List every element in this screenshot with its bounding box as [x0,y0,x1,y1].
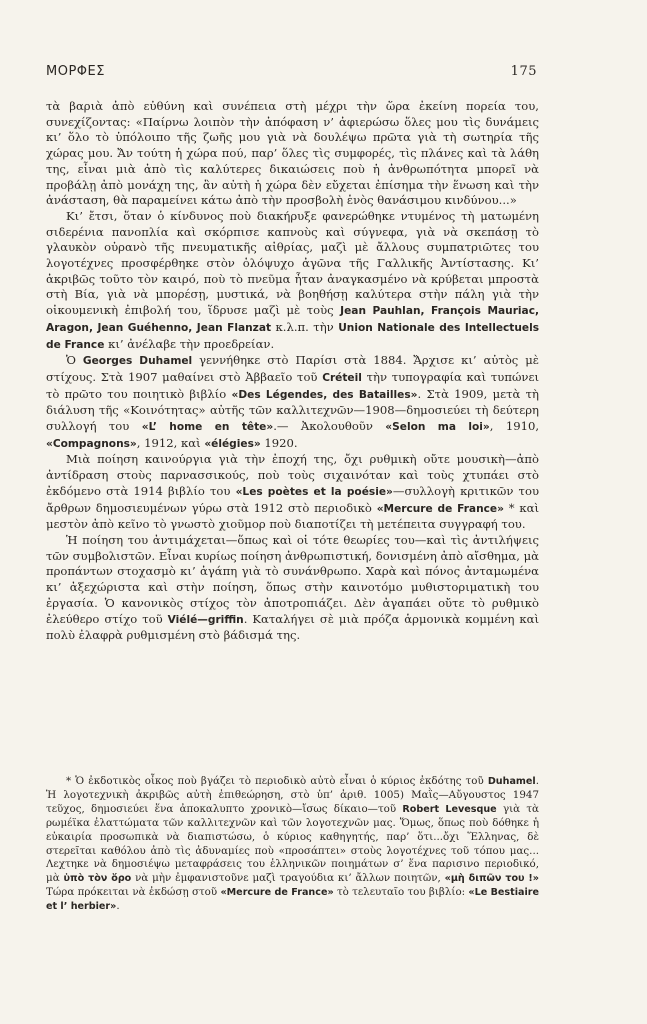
fn-text-g: τὸ τελευταῖο του βιβλίο: [333,886,469,899]
p4-title-mercure: «Mercure de France» [376,502,504,515]
fn-text-a: * Ὁ ἐκδοτικὸς οἶκος ποὺ βγάζει τὸ περιοδικὸ αὐτὸ εἶναι ὁ κύριος ἐκδότης τοῦ [66,775,488,787]
footnote [46,775,539,914]
p2-union-name: Union Nationale des Intellectuels de France [46,321,540,351]
p5-text-c: . Καταλήγει σὲ μιὰ πρόζα ἁρμονικὰ κομμένη καὶ πολὺ ἐλαφρὰ ρυθμισμένη στὸ βάδισμά της. [46,611,539,643]
p3-title-compagnons: «Compagnons» [46,437,137,450]
p2-names: Jean Pauhlan, François Mauriac, Aragon, Jean Guéhenno, Jean Flanzat [46,305,539,334]
p2-text-d: κι’ ἀνέλαβε τὴν προεδρείαν. [104,336,275,351]
fn-text-d: γιὰ τὰ ρωμέϊκα ἐλαττώματα τῶν καλλιτεχνῶν καὶ τῶν λογοτεχνῶν μας. Ὅμως, ὅπως ποὺ δόθηκε ἡ εὐκαιρία προσωπικὰ νὰ διαπιστώσω, ὁ κύριος καθηγητής, παρ’ ὅτι...ὄχι Ἕλληνας, δὲ στερεῖται καθόλου ἀπὸ τὶς ἀδυναμίες ποὺ «προσάπτει» στοὺς λογοτέχνες τοῦ τόπου μας... Λεχτηκε νὰ δημοσιέψω μεταφράσεις του ἑλληνικῶν ποιημάτων σ’ ἕνα παρισινο περιοδικό, μὰ [46,802,540,885]
fn-emph-condition: ὑπὸ τὸν ὅρο [63,873,132,885]
p4-text-a: Μιὰ ποίηση καινούργια γιὰ τὴν ἐποχή της, ὄχι ρυθμικὴ οὔτε μουσικὴ—ἀπὸ ἀντίδραση στοὺς παρνασσικούς, ποὺ τοὺς σιχαινόταν καὶ τοὺς χτυπάει στὸ ἐκδόμενο στὰ 1914 βιβλίο του [46,452,539,498]
fn-text-h: . [116,900,120,913]
fn-text-f: Τώρα πρόκειται νὰ ἐκδώσῃ στοῦ [46,886,221,899]
running-head [46,64,537,84]
p3-place-creteil: Créteil [322,371,362,384]
body-text [46,99,539,644]
footnote-paragraph [46,775,539,914]
p2-text-a: Κι’ ἔτσι, ὅταν ὁ κίνδυνος ποὺ διακήρυξε φανερώθηκε ντυμένος τὴ ματωμένη σιδερένια πανοπλία καὶ σκόρπισε καπνοὺς καὶ σύγνεφα, γιὰ νὰ σκεπάσῃ τὸ γλαυκὸν οὐρανὸ τῆς πνευματικῆς αἰθρίας, μαζὶ μὲ ἄλλους συμπατριῶτες του λογοτέχνες προσφέρθηκε στὸν ὁλόψυχο ἀγῶνα τῆς Γαλλικῆς Ἀντίστασης. Κι’ ἀκριβῶς τοῦτο τὸν καιρό, ποὺ τὸ πνεῦμα ἦταν ἀναγκασμένο νὰ κρύβεται μπροστὰ στὴ Βία, γιὰ νὰ μπορέσῃ, μυστικά, νὰ βοηθήσῃ καλύτερα στὴν πάλη γιὰ τὴν οἰκουμενικὴ ἐπιβολή του, ἵδρυσε μαζὶ μὲ τοὺς [46,208,539,318]
paragraph-3 [46,353,539,452]
p3-title-elegies: «élégies» [204,437,261,450]
running-head-title: ΜΟΡΦΕΣ [46,64,105,79]
fn-emph-quote: «μὴ διπῶν του !» [444,873,539,885]
fn-title-mercure: «Mercure de France» [220,887,334,899]
p4-text-c: —συλλογὴ κριτικῶν του ἄρθρων δημοσιευμένων γύρω στὰ 1912 στὸ περιοδικὸ [46,483,539,515]
p4-text-d: * καὶ μεστὸν ἀπὸ κεῖνο τὸ γνωστὸ χιοῦμορ ποὺ διαποτίζει τὴ μετέπειτα συγγραφή του. [46,500,539,532]
fn-text-c: . Ἡ λογοτεχνικὴ ἀκριβῶς αὐτὴ ἐπιθεώρηση, στὸ ὑπ’ ἀριθ. 1005) Μαῒς—Αὔγουστος 1947 τεῦχος, δημοσιεύει ἕνα ἀποκαλυπτο χρονικὸ—ἴσως δίκαιο—τοῦ [46,775,539,815]
p3-text-e: . Στὰ 1909, μετὰ τὴ διάλυση τῆς «Κοινότητας» αὐτῆς τῶν καλλιτεχνῶν—1908—δημοσιεύει τὴ δεύτερη συλλογή του [46,386,540,434]
fn-name-levesque: Robert Levesque [402,803,497,815]
paragraph-2 [46,209,539,353]
p3-text-g: , 1910, [489,419,540,434]
paragraph-1 [46,99,539,209]
p3-author-name: Georges Duhamel [82,355,193,368]
p3-text-i: 1920. [260,435,298,450]
p2-text-c: κ.λ.π. τὴν [271,319,339,334]
p4-title-poetes: «Les poètes et la poésie» [235,485,393,498]
paragraph-4 [46,452,539,533]
fn-title-bestiaire: «Le Bestiaire et l’ herbier» [46,887,539,913]
p3-text-h: , 1912, καὶ [136,435,205,450]
paragraph-5 [46,533,539,644]
fn-text-e: νὰ μὴν ἐμφανιστοῦνε μαζὶ τραγούδια κι’ ἄλλων ποιητῶν, [131,872,445,885]
p3-text-f: .— Ἀκολουθοῦν [273,419,386,434]
p3-text-d: τὴν τυπογραφία καὶ τυπώνει τὸ πρῶτο του ποιητικὸ βιβλίο [46,369,539,401]
p3-title-home: «L’ home en tête» [141,421,274,434]
fn-name-duhamel: Duhamel [487,776,536,787]
p5-text-a: Ἡ ποίηση του ἀντιμάχεται—ὅπως καὶ οἱ τότε θεωρίες του—καὶ τὶς ἀντιλήψεις τῶν συμβολιστῶν. Εἶναι κυρίως ποίηση ἀνθρωπιστική, δονισμένη ἀπὸ αἴσθημα, μὰ προπάντων στοχασμὸ κι’ ἀγάπη γιὰ τὸ συνάνθρωπο. Χαρὰ καὶ πόνος ἀνταμωμένα κι’ ἀξεχώριστα καὶ στὴν ποίηση, ὅπως στὴν καινοτόμο μυθιστοριματικὴ του ἐργασία. Ὁ κανονικὸς στίχος τὸν ἀποτροπιάζει. Δὲν ἀγαπάει οὔτε τὸ ρυθμικὸ ἐλεύθερο στίχο τοῦ [46,532,539,626]
page-number: 175 [510,64,537,79]
p5-name-viele: Viélé—griffin [167,613,244,626]
p3-title-selon: «Selon ma loi» [385,421,490,434]
p3-title-legendes: «Des Légendes, des Batailles» [231,388,418,401]
p1-text: τὰ βαριὰ ἀπὸ εὐθύνη καὶ συνέπεια στὴ μέχρι τὴν ὥρα ἐκείνη πορεία του, συνεχίζοντας: «Παίρνω λοιπὸν τὴν ἀπόφαση ν’ ἀφιερώσω ὅλες μου τὶς δυνάμεις κι’ ὅλο τὸ ὑπόλοιπο τῆς ζωῆς μου γιὰ νὰ δουλέψω πρῶτα γιὰ τὴ σωτηρία τῆς χώρας μου. Ἄν τούτη ἡ χώρα πού, παρ’ ὅλες τὶς συμφορές, τὶς πλάνες καὶ τὰ λάθη της, εἶναι μιὰ ἀπὸ τὶς καλύτερες δικαιώσεις ποὺ ἡ ἀνθρωπότητα μπορεῖ νὰ προβάλῃ ἀπὸ μονάχη της, ἂν αὐτὴ ἡ χώρα δὲν εὔχεται ἐπίσημα τὴν ἕνωση καὶ τὴν ἀνάσταση, θὰ παραμείνει κάτω ἀπὸ τὴν προσβολὴ ἑνὸς θανάσιμου κινδύνου...» [46,99,539,208]
p3-text-c: γεννήθηκε στὸ Παρίσι στὰ 1884. Ἄρχισε κι’ αὐτὸς μὲ στίχους. Στὰ 1907 μαθαίνει στὸ Ἀββαεῖο τοῦ [46,353,539,384]
p3-text-a: Ὁ [66,353,83,368]
